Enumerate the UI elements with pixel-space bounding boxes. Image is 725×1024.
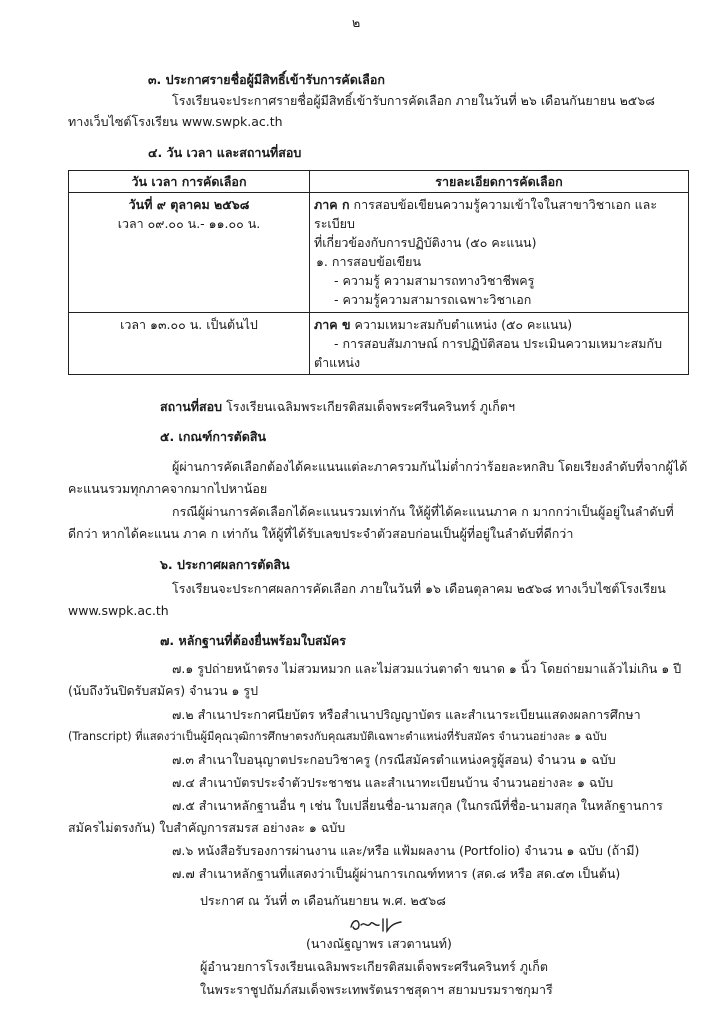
exam-venue	[160, 398, 515, 416]
table-header-row	[69, 171, 689, 193]
item-7-5-line2: สมัครไม่ตรงกัน) ใบสำคัญการสมรส อย่างละ ๑ ฉบับ	[68, 820, 346, 835]
details-cell	[310, 313, 689, 375]
item-7-4: ๗.๔ สำเนาบัตรประจำตัวประชาชน และสำเนาทะเบียนบ้าน จำนวนอย่างละ ๑ ฉบับ	[172, 775, 614, 790]
detail-line: ตำแหน่ง	[314, 355, 361, 370]
detail-line: - การสอบสัมภาษณ์ การปฏิบัติสอน ประเมินความเหมาะสมกับ	[334, 336, 663, 351]
signer-title-line2: ในพระราชูปถัมภ์สมเด็จพระเทพรัตนราชสุดาฯ สยามบรมราชกุมารี	[200, 982, 553, 997]
detail-line	[314, 195, 684, 233]
details-cell	[310, 193, 689, 313]
item-7-2-line2: (Transcript) ที่แสดงว่าเป็นผู้มีคุณวุฒิการศึกษาตรงกับคุณสมบัติเฉพาะตำแหน่งที่รับสมัคร จำนวนอย่างละ ๑ ฉบับ	[68, 730, 607, 743]
schedule-table	[68, 170, 689, 375]
detail-text: การสอบข้อเขียนความรู้ความเข้าใจในสาขาวิชาเอก และระเบียบ	[314, 197, 658, 231]
section-6-heading: ๖. ประกาศผลการตัดสิน	[160, 557, 290, 572]
item-7-7: ๗.๗ สำเนาหลักฐานที่แสดงว่าเป็นผู้ผ่านการเกณฑ์ทหาร (สด.๘ หรือ สด.๔๓ เป็นต้น)	[172, 866, 621, 881]
detail-line	[314, 315, 684, 334]
exam-time: เวลา ๑๓.๐๐ น. เป็นต้นไป	[120, 317, 258, 332]
section-5-p1-line2: คะแนนรวมทุกภาคจากมากไปหาน้อย	[68, 481, 268, 496]
announce-date: ประกาศ ณ วันที่ ๓ เดือนกันยายน พ.ศ. ๒๕๖๘	[200, 893, 446, 908]
item-7-2-line1: ๗.๒ สำเนาประกาศนียบัตร หรือสำเนาปริญญาบัตร และสำเนาระเบียนแสดงผลการศึกษา	[172, 707, 641, 722]
signer-name: (นางณัฐญาพร เสวตานนท์)	[306, 936, 452, 951]
item-7-1-line1: ๗.๑ รูปถ่ายหน้าตรง ไม่สวมหมวก และไม่สวมแว่นตาดำ ขนาด ๑ นิ้ว โดยถ่ายมาแล้วไม่เกิน ๑ ปี	[172, 661, 682, 676]
signer-title-line1: ผู้อำนวยการโรงเรียนเฉลิมพระเกียรติสมเด็จพระศรีนครินทร์ ภูเก็ต	[200, 959, 548, 974]
table-row	[69, 313, 689, 375]
part-label: ภาค ข	[314, 317, 351, 332]
item-7-1-line2: (นับถึงวันปิดรับสมัคร) จำนวน ๑ รูป	[68, 683, 259, 698]
detail-text: ความเหมาะสมกับตำแหน่ง (๕๐ คะแนน)	[354, 317, 573, 332]
detail-line: ที่เกี่ยวข้องกับการปฏิบัติงาน (๕๐ คะแนน)	[314, 235, 537, 250]
table-row	[69, 193, 689, 313]
page-number: ๒	[352, 15, 361, 30]
venue-label: สถานที่สอบ	[160, 399, 223, 414]
section-7-heading: ๗. หลักฐานที่ต้องยื่นพร้อมใบสมัคร	[160, 633, 346, 648]
section-5-p2-line2: ดีกว่า หากได้คะแนน ภาค ก เท่ากัน ให้ผู้ที่ได้รับเลขประจำตัวสอบก่อนเป็นผู้ที่อยู่ในลำดับที่ดีกว่า	[68, 526, 574, 541]
item-7-6: ๗.๖ หนังสือรับรองการผ่านงาน และ/หรือ แฟ้มผลงาน (Portfolio) จำนวน ๑ ฉบับ (ถ้ามี)	[172, 843, 640, 858]
section-3-heading: ๓. ประกาศรายชื่อผู้มีสิทธิ์เข้ารับการคัดเลือก	[148, 72, 385, 87]
datetime-cell	[69, 193, 310, 313]
datetime-cell	[69, 313, 310, 375]
col-header-datetime: วัน เวลา การคัดเลือก	[69, 171, 310, 193]
section-5-heading: ๕. เกณฑ์การตัดสิน	[160, 429, 267, 444]
venue-text: โรงเรียนเฉลิมพระเกียรติสมเด็จพระศรีนครินทร์ ภูเก็ตฯ	[226, 399, 516, 414]
section-5-p2-line1: กรณีผู้ผ่านการคัดเลือกได้คะแนนรวมเท่ากัน ให้ผู้ที่ได้คะแนนภาค ก มากกว่าเป็นผู้อยู่ในลำดับที่	[172, 504, 674, 519]
item-7-3: ๗.๓ สำเนาใบอนุญาตประกอบวิชาครู (กรณีสมัครตำแหน่งครูผู้สอน) จำนวน ๑ ฉบับ	[172, 752, 616, 767]
section-3-text-line1: โรงเรียนจะประกาศรายชื่อผู้มีสิทธิ์เข้ารับการคัดเลือก ภายในวันที่ ๒๖ เดือนกันยายน ๒๕๖๘	[172, 93, 655, 108]
part-label: ภาค ก	[314, 197, 350, 212]
col-header-details: รายละเอียดการคัดเลือก	[310, 171, 689, 193]
detail-line: - ความรู้ ความสามารถทางวิชาชีพครู	[334, 273, 535, 288]
item-7-5-line1: ๗.๕ สำเนาหลักฐานอื่น ๆ เช่น ใบเปลี่ยนชื่อ-นามสกุล (ในกรณีที่ชื่อ-นามสกุล ในหลักฐานการ	[172, 798, 663, 813]
section-3-text-line2: ทางเว็บไซต์โรงเรียน www.swpk.ac.th	[68, 114, 283, 129]
detail-line: ๑. การสอบข้อเขียน	[316, 254, 421, 269]
detail-line: - ความรู้ความสามารถเฉพาะวิชาเอก	[334, 292, 532, 307]
section-5-p1-line1: ผู้ผ่านการคัดเลือกต้องได้คะแนนแต่ละภาครวมกันไม่ต่ำกว่าร้อยละหกสิบ โดยเรียงลำดับที่จากผู้ได้	[172, 459, 688, 474]
signature-mark	[347, 913, 405, 935]
exam-date: วันที่ ๙ ตุลาคม ๒๕๖๘	[128, 197, 250, 212]
section-4-heading: ๔. วัน เวลา และสถานที่สอบ	[148, 145, 302, 160]
section-6-line2: www.swpk.ac.th	[68, 603, 169, 618]
section-6-line1: โรงเรียนจะประกาศผลการคัดเลือก ภายในวันที่ ๑๖ เดือนตุลาคม ๒๕๖๘ ทางเว็บไซต์โรงเรียน	[172, 581, 666, 596]
exam-time: เวลา ๐๙.๐๐ น.- ๑๑.๐๐ น.	[117, 216, 261, 231]
